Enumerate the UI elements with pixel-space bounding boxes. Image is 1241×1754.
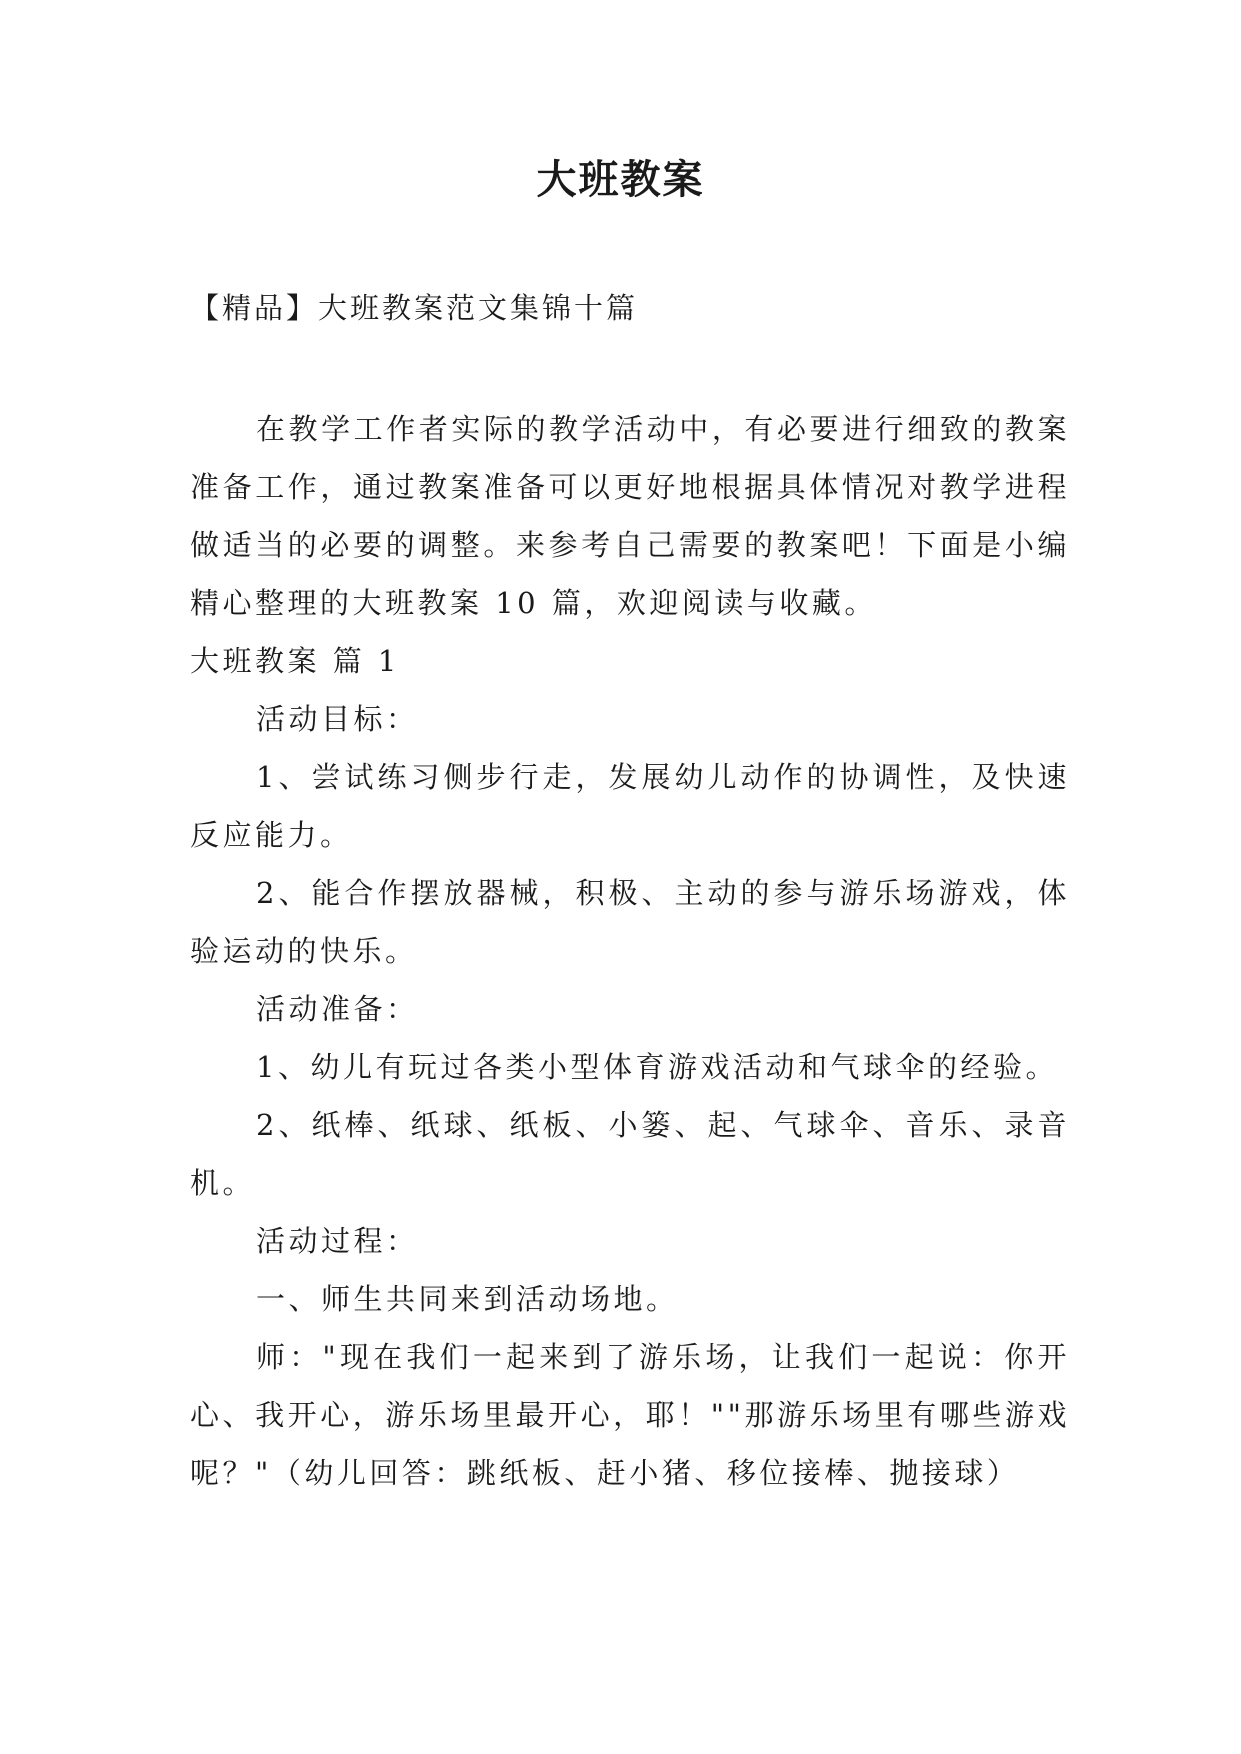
document-title: 大班教案 — [536, 156, 705, 203]
paragraph: 在教学工作者实际的教学活动中，有必要进行细致的教案准备工作，通过教案准备可以更好地根据具体情况对教学进程做适当的必要的调整。来参考自己需要的教案吧！下面是小编精心整理的大班教案 10 篇，欢迎阅读与收藏。 — [190, 412, 1070, 620]
paragraph: 1、尝试练习侧步行走，发展幼儿动作的协调性，及快速反应能力。 — [190, 760, 1070, 852]
paragraph: 活动目标： — [256, 702, 419, 736]
document-subtitle: 【精品】大班教案范文集锦十篇 — [190, 291, 639, 325]
paragraph: 一、师生共同来到活动场地。 — [256, 1282, 679, 1316]
paragraph: 2、能合作摆放器械，积极、主动的参与游乐场游戏，体验运动的快乐。 — [190, 876, 1070, 968]
paragraph: 1、幼儿有玩过各类小型体育游戏活动和气球伞的经验。 — [256, 1050, 1058, 1084]
section-heading: 大班教案 篇 1 — [190, 644, 400, 678]
paragraph: 活动准备： — [256, 992, 419, 1026]
document-body — [190, 400, 1070, 1502]
paragraph: 师："现在我们一起来到了游乐场，让我们一起说：你开心、我开心，游乐场里最开心，耶！""那游乐场里有哪些游戏呢？"（幼儿回答：跳纸板、赶小猪、移位接棒、抛接球） — [190, 1340, 1070, 1490]
paragraph: 2、纸棒、纸球、纸板、小篓、起、气球伞、音乐、录音机。 — [190, 1108, 1070, 1200]
paragraph: 活动过程： — [256, 1224, 419, 1258]
